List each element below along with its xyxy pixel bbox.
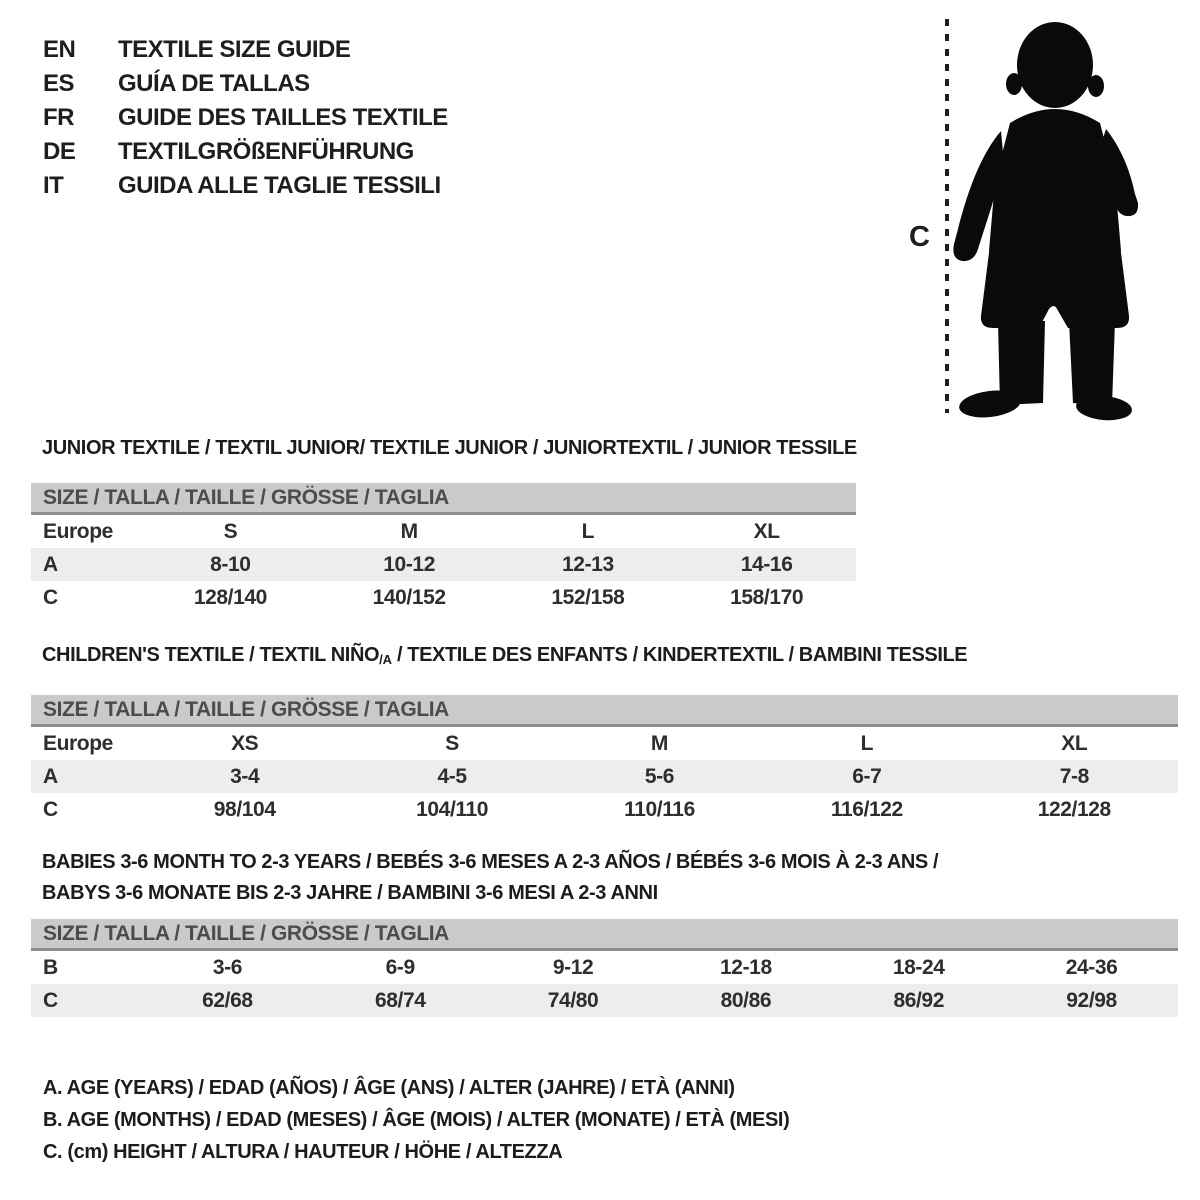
table-row [31, 793, 1178, 826]
row-label: C [43, 797, 58, 821]
row-label: A [31, 548, 141, 581]
heading-line-1: BABIES 3-6 MONTH TO 2-3 YEARS / BEBÉS 3-6 MESES A 2-3 AÑOS / BÉBÉS 3-6 MOIS À 2-3 ANS / [42, 851, 939, 873]
table-cell: 5-6 [556, 760, 763, 793]
table-cell: 6-9 [385, 955, 415, 979]
size-table-header: SIZE / TALLA / TAILLE / GRÖSSE / TAGLIA [31, 919, 1178, 950]
table-cell: 140/152 [372, 585, 446, 609]
language-code: DE [43, 138, 76, 165]
table-cell: 128/140 [193, 585, 267, 609]
table-cell: 12-13 [499, 548, 678, 581]
table-cell: 8-10 [141, 548, 320, 581]
language-code: ES [43, 70, 75, 97]
guide-title: GUIDA ALLE TAGLIE TESSILI [118, 172, 441, 199]
table-cell: 12-18 [720, 955, 772, 979]
guide-title: TEXTILGRÖßENFÜHRUNG [118, 138, 414, 165]
table-row [31, 950, 1178, 985]
table-cell: M [400, 519, 418, 543]
language-code: IT [43, 172, 64, 199]
size-table [31, 695, 1178, 826]
language-row-it [43, 169, 448, 203]
row-label: C [31, 984, 141, 1017]
section-junior-textile [31, 437, 856, 614]
section-heading: JUNIOR TEXTILE / TEXTIL JUNIOR/ TEXTILE JUNIOR / JUNIORTEXTIL / JUNIOR TESSILE [42, 437, 857, 459]
table-cell: 9-12 [552, 955, 594, 979]
table-row [31, 548, 856, 581]
row-label: C [43, 585, 58, 609]
table-cell: 4-5 [348, 760, 555, 793]
table-cell: 68/74 [314, 984, 487, 1017]
table-row [31, 760, 1178, 793]
heading-text: CHILDREN'S TEXTILE / TEXTIL NIÑO [42, 644, 380, 666]
table-cell: 104/110 [416, 797, 489, 821]
guide-title: GUÍA DE TALLAS [118, 70, 310, 97]
legend-line-c: C. (cm) HEIGHT / ALTURA / HAUTEUR / HÖHE / ALTEZZA [43, 1141, 563, 1163]
table-cell: 122/128 [1037, 797, 1111, 821]
table-cell: 86/92 [832, 984, 1005, 1017]
language-row-de [43, 135, 448, 169]
table-cell: 152/158 [551, 585, 625, 609]
table-cell: L [581, 519, 595, 543]
size-table [31, 483, 856, 614]
table-cell: 116/122 [830, 797, 903, 821]
table-cell: 62/68 [141, 984, 314, 1017]
table-row [31, 984, 1178, 1017]
size-table-header: SIZE / TALLA / TAILLE / GRÖSSE / TAGLIA [31, 695, 1178, 726]
table-cell: XL [753, 519, 780, 543]
table-cell: XS [231, 731, 259, 755]
table-cell: 3-4 [141, 760, 348, 793]
table-cell: M [650, 731, 669, 755]
babies-size-table-container [31, 919, 1178, 1017]
table-cell: 74/80 [487, 984, 660, 1017]
table-cell: 98/104 [213, 797, 276, 821]
language-row-es [43, 67, 448, 101]
section-babies-textile [31, 851, 1178, 1017]
language-row-en [43, 33, 448, 67]
size-table [31, 919, 1178, 1017]
toddler-silhouette-figure [898, 5, 1198, 435]
legend-line-a: A. AGE (YEARS) / EDAD (AÑOS) / ÂGE (ANS) / ALTER (JAHRE) / ETÀ (ANNI) [43, 1077, 735, 1099]
table-cell: 24-36 [1065, 955, 1118, 979]
table-cell: 7-8 [971, 760, 1178, 793]
section-heading [42, 851, 1178, 904]
toddler-silhouette [953, 22, 1138, 422]
row-label: A [31, 760, 141, 793]
language-code: FR [43, 104, 74, 131]
table-cell: S [445, 731, 459, 755]
table-cell: L [860, 731, 874, 755]
table-cell: 92/98 [1005, 984, 1178, 1017]
table-cell: 10-12 [320, 548, 499, 581]
table-cell: 110/116 [624, 797, 695, 821]
row-label: B [43, 955, 58, 979]
table-cell: 18-24 [892, 955, 945, 979]
size-table-header: SIZE / TALLA / TAILLE / GRÖSSE / TAGLIA [31, 483, 856, 514]
guide-title: TEXTILE SIZE GUIDE [118, 36, 351, 63]
table-cell: 6-7 [763, 760, 970, 793]
table-cell: 158/170 [730, 585, 804, 609]
row-label: Europe [43, 731, 113, 755]
children-size-table-container [31, 695, 1178, 826]
table-cell: S [223, 519, 238, 543]
junior-size-table-container [31, 483, 856, 614]
table-cell: XL [1061, 731, 1088, 755]
table-cell: 80/86 [659, 984, 832, 1017]
height-label-c: C [909, 221, 930, 253]
table-row [31, 581, 856, 614]
measure-legend [43, 1072, 789, 1168]
language-row-fr [43, 101, 448, 135]
heading-line-2: BABYS 3-6 MONATE BIS 2-3 JAHRE / BAMBINI 3-6 MESI A 2-3 ANNI [42, 882, 658, 904]
table-row [31, 726, 1178, 761]
heading-text: / TEXTILE DES ENFANTS / KINDERTEXTIL / BAMBINI TESSILE [391, 644, 968, 666]
legend-line-b: B. AGE (MONTHS) / EDAD (MESES) / ÂGE (MOIS) / ALTER (MONATE) / ETÀ (MESI) [43, 1109, 790, 1131]
language-title-list [43, 33, 448, 203]
height-figure [898, 5, 1198, 435]
table-row [31, 514, 856, 549]
heading-subscript: /A [379, 652, 392, 667]
language-code: EN [43, 36, 76, 63]
guide-title: GUIDE DES TAILLES TEXTILE [118, 104, 448, 131]
table-cell: 3-6 [212, 955, 242, 979]
section-heading [42, 644, 1178, 671]
section-childrens-textile [31, 644, 1178, 826]
row-label: Europe [43, 519, 113, 543]
table-cell: 14-16 [677, 548, 856, 581]
